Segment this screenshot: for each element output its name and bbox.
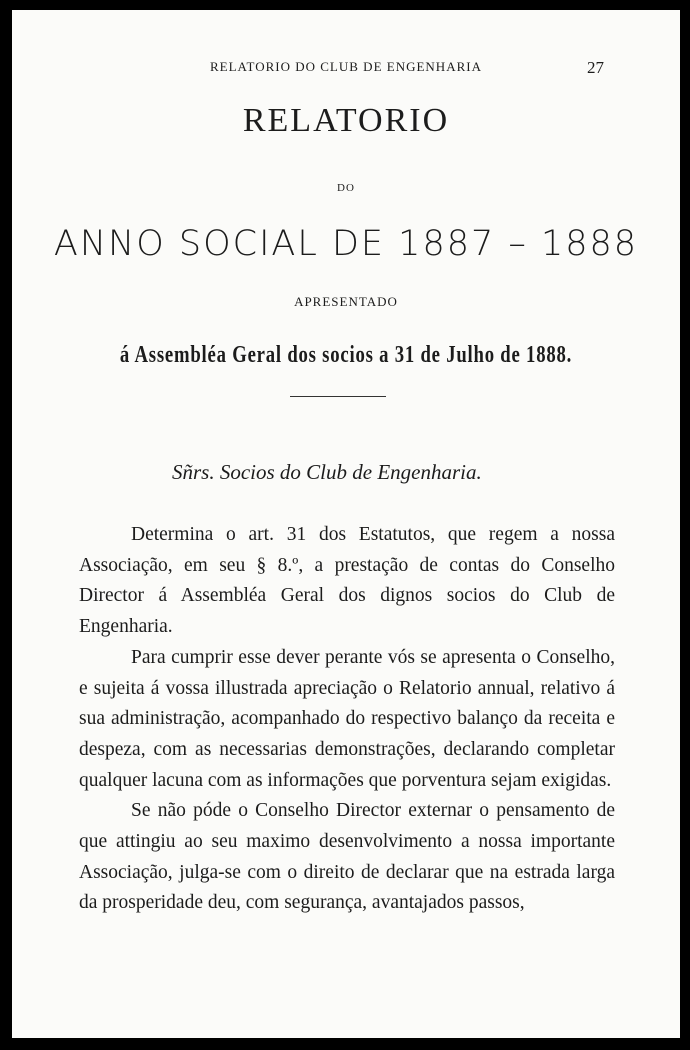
report-subtitle: ANNO SOCIAL DE 1887 – 1888 [53, 224, 639, 264]
divider-rule [290, 396, 386, 397]
title-connector: DO [337, 182, 355, 194]
page-number: 27 [587, 58, 604, 77]
running-header: RELATORIO DO CLUB DE ENGENHARIA [210, 59, 482, 74]
presented-label: APRESENTADO [294, 294, 398, 309]
assembly-line: á Assembléa Geral dos socios a 31 de Julho de 1888. [119, 342, 573, 368]
body-text [79, 520, 615, 919]
document-page [12, 10, 680, 1038]
salutation: Sñrs. Socios do Club de Engenharia. [172, 460, 482, 484]
report-title: RELATORIO [242, 102, 450, 139]
paragraph-3: Se não póde o Conselho Director externar o pensamento de que attingiu ao seu maximo desenvolvimento a nossa importante Associação, julga-se com o direito de declarar que na estrada larga da prosperidade deu, com segurança, avantajados passos, [79, 800, 615, 914]
paragraph-2: Para cumprir esse dever perante vós se apresenta o Conselho, e sujeita á vossa illustrada apreciação o Relatorio annual, relativo á sua administração, acompanhado do respectivo balanço da receita e despeza, com as necessarias demonstrações, declarando completar qualquer lacuna com as informações que porventura sejam exigidas. [79, 646, 615, 791]
paragraph-1: Determina o art. 31 dos Estatutos, que regem a nossa Associação, em seu § 8.º, a prestação de contas do Conselho Director á Assembléa Geral dos dignos socios do Club de Engenharia. [79, 524, 615, 638]
